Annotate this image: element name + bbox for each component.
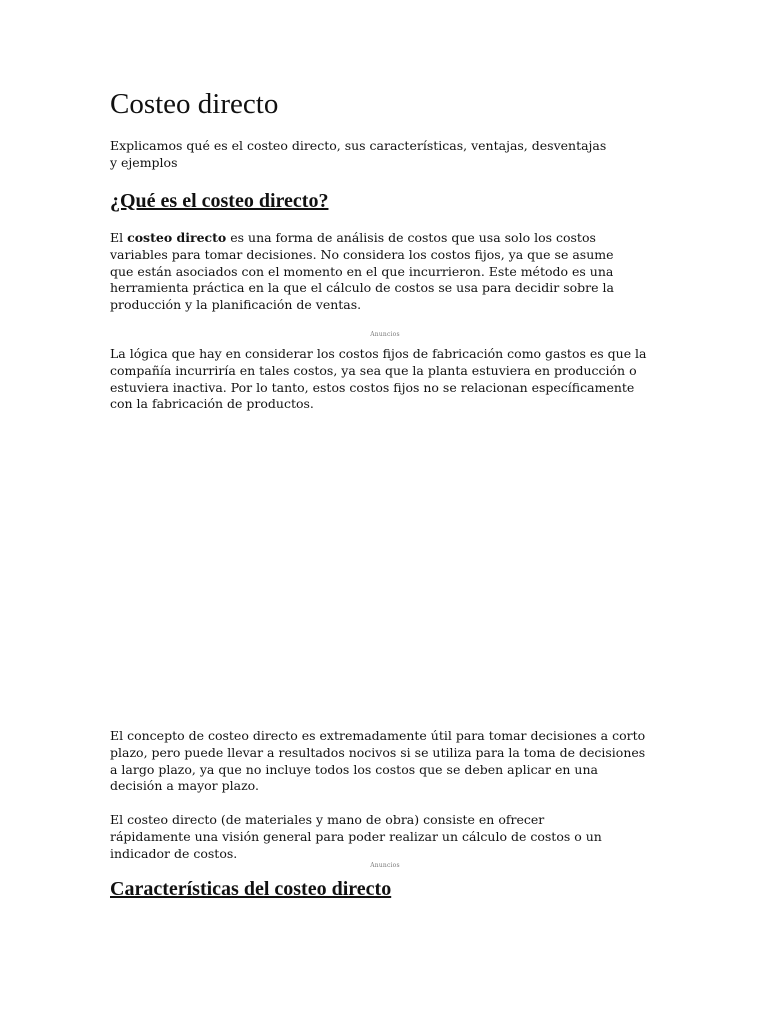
paragraph-logic: La lógica que hay en considerar los costos fijos de fabricación como gastos es que la compañía incurriría en tales costos, ya sea que la planta estuviera en producción o estuviera inactiva. Por lo tanto, estos costos fijos no se relacionan específicamente con la fabricación de productos. [110, 346, 647, 412]
ad-label: Anuncios [370, 862, 400, 869]
section-heading-caracteristicas: Características del costeo directo [110, 878, 392, 900]
paragraph-materials: El costeo directo (de materiales y mano de obra) consiste en ofrecer rápidamente una visión general para poder realizar un cálculo de costos o un indicador de costos. [110, 812, 602, 861]
paragraph-definition-prefix: El [110, 230, 128, 245]
page-subtitle: Explicamos qué es el costeo directo, sus características, ventajas, desventajas y ejemplos [110, 138, 607, 170]
ad-label: Anuncios [370, 331, 400, 338]
page-title: Costeo directo [110, 88, 279, 120]
paragraph-definition-bold-term: costeo directo [127, 230, 227, 245]
paragraph-definition-rest: es una forma de análisis de costos que usa solo los costos variables para tomar decisiones. No considera los costos fijos, ya que se asume que están asociados con el momento en el que incurrieron. Este método es una herramienta práctica en la que el cálculo de costos se usa para decidir sobre la producción y la planificación de ventas. [110, 230, 614, 313]
paragraph-definition [110, 230, 620, 314]
paragraph-concept: El concepto de costeo directo es extremadamente útil para tomar decisiones a corto plazo, pero puede llevar a resultados nocivos si se utiliza para la toma de decisiones a largo plazo, ya que no incluye todos los costos que se deben aplicar en una decisión a mayor plazo. [110, 728, 646, 794]
section-heading-que-es: ¿Qué es el costeo directo? [110, 190, 329, 212]
